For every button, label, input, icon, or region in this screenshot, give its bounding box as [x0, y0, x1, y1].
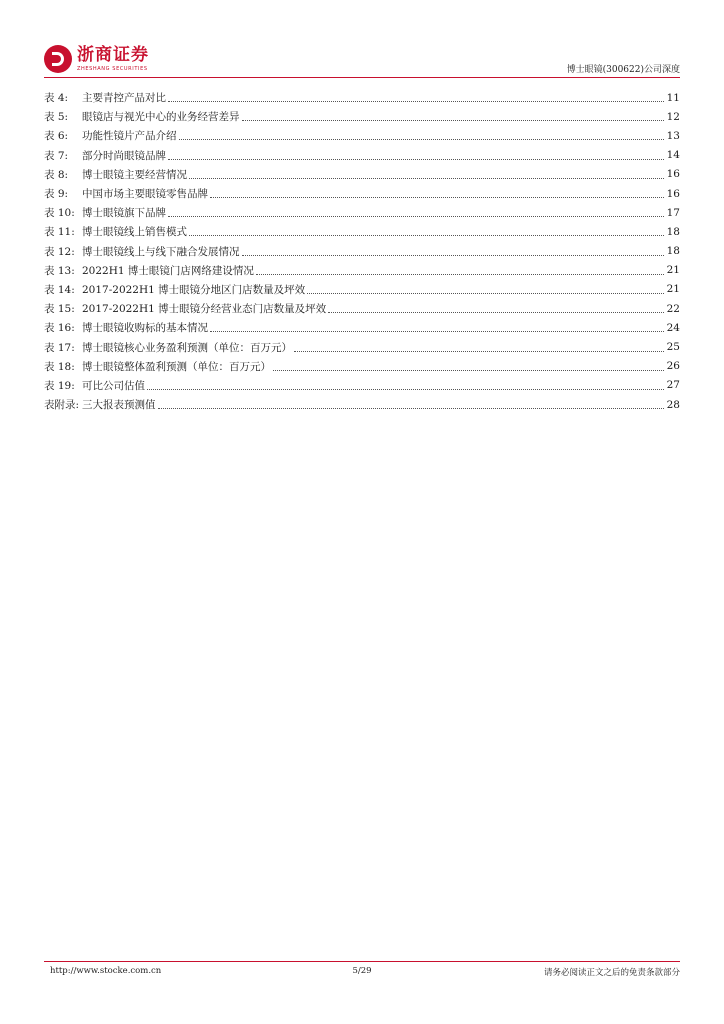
- toc-row[interactable]: [44, 165, 680, 184]
- toc-title[interactable]: 可比公司估值: [82, 379, 145, 392]
- header-divider: [44, 77, 680, 78]
- toc-label: 表 12:: [44, 245, 75, 258]
- toc-row[interactable]: [44, 242, 680, 261]
- toc-page: 12: [666, 110, 680, 123]
- toc-leader: [328, 304, 664, 313]
- toc-leader: [147, 381, 664, 390]
- report-tag: 博士眼镜(300622)公司深度: [566, 65, 680, 75]
- toc-row[interactable]: [44, 395, 680, 414]
- toc-page: 25: [666, 341, 680, 354]
- toc-label: 表 4:: [44, 92, 69, 105]
- toc-leader: [168, 208, 664, 217]
- toc-leader: [179, 131, 665, 140]
- toc-label: 表 16:: [44, 322, 75, 335]
- toc-row[interactable]: [44, 146, 680, 165]
- toc-title[interactable]: 主要青控产品对比: [82, 92, 166, 105]
- logo-icon: [44, 45, 72, 73]
- toc-row[interactable]: [44, 88, 680, 107]
- disclaimer-note: 请务必阅读正文之后的免责条款部分: [543, 968, 680, 978]
- toc-leader: [158, 400, 665, 409]
- toc-page: 18: [666, 225, 680, 238]
- toc-title[interactable]: 博士眼镜核心业务盈利预测（单位：百万元）: [82, 341, 292, 354]
- toc-label: 表 6:: [44, 130, 69, 143]
- toc-leader: [210, 189, 664, 198]
- toc-label: 表 7:: [44, 149, 69, 162]
- toc-title[interactable]: 博士眼镜主要经营情况: [82, 168, 187, 181]
- toc-title[interactable]: 博士眼镜线上与线下融合发展情况: [82, 245, 240, 258]
- toc-row[interactable]: [44, 203, 680, 222]
- toc-title[interactable]: 博士眼镜线上销售模式: [82, 226, 187, 239]
- toc-label: 表附录:: [44, 399, 80, 412]
- toc-label: 表 9:: [44, 188, 69, 201]
- toc-leader: [242, 247, 665, 256]
- toc-page: 24: [666, 321, 680, 334]
- toc-leader: [294, 343, 664, 352]
- table-of-contents: [44, 88, 680, 414]
- logo-name: 浙商证券: [77, 44, 149, 65]
- toc-label: 表 5:: [44, 111, 69, 124]
- toc-label: 表 14:: [44, 283, 75, 296]
- toc-row[interactable]: [44, 261, 680, 280]
- toc-leader: [307, 285, 664, 294]
- toc-row[interactable]: [44, 318, 680, 337]
- website-link[interactable]: http://www.stocke.com.cn: [50, 966, 162, 976]
- toc-page: 11: [666, 91, 680, 104]
- toc-page: 18: [666, 245, 680, 258]
- toc-page: 16: [666, 187, 680, 200]
- toc-page: 17: [666, 206, 680, 219]
- toc-leader: [189, 227, 664, 236]
- toc-row[interactable]: [44, 280, 680, 299]
- toc-title[interactable]: 博士眼镜旗下品牌: [82, 207, 166, 220]
- toc-row[interactable]: [44, 299, 680, 318]
- toc-row[interactable]: [44, 107, 680, 126]
- toc-page: 21: [666, 264, 680, 277]
- toc-page: 14: [666, 149, 680, 162]
- toc-title[interactable]: 2022H1 博士眼镜门店网络建设情况: [82, 264, 254, 277]
- logo-subtitle: ZHESHANG SECURITIES: [77, 65, 148, 72]
- company-logo: [44, 40, 149, 78]
- toc-page: 28: [666, 398, 680, 411]
- toc-title[interactable]: 三大报表预测值: [82, 399, 156, 412]
- toc-title[interactable]: 眼镜店与视光中心的业务经营差异: [82, 111, 240, 124]
- toc-page: 27: [666, 379, 680, 392]
- toc-title[interactable]: 2017-2022H1 博士眼镜分地区门店数量及坪效: [82, 283, 306, 296]
- toc-label: 表 11:: [44, 226, 75, 239]
- toc-label: 表 13:: [44, 264, 75, 277]
- footer-divider: [44, 961, 680, 962]
- toc-row[interactable]: [44, 184, 680, 203]
- toc-row[interactable]: [44, 376, 680, 395]
- toc-leader: [189, 170, 664, 179]
- toc-page: 26: [666, 360, 680, 373]
- toc-leader: [210, 323, 664, 332]
- toc-row[interactable]: [44, 126, 680, 145]
- toc-label: 表 10:: [44, 207, 75, 220]
- toc-title[interactable]: 博士眼镜收购标的基本情况: [82, 322, 208, 335]
- toc-leader: [168, 151, 664, 160]
- toc-title[interactable]: 部分时尚眼镜品牌: [82, 149, 166, 162]
- toc-label: 表 17:: [44, 341, 75, 354]
- toc-label: 表 19:: [44, 379, 75, 392]
- toc-row[interactable]: [44, 357, 680, 376]
- toc-label: 表 18:: [44, 360, 75, 373]
- toc-label: 表 15:: [44, 303, 75, 316]
- toc-title[interactable]: 博士眼镜整体盈利预测（单位：百万元）: [82, 360, 271, 373]
- toc-row[interactable]: [44, 222, 680, 241]
- toc-leader: [273, 362, 664, 371]
- toc-leader: [256, 266, 664, 275]
- toc-leader: [242, 112, 665, 121]
- toc-title[interactable]: 中国市场主要眼镜零售品牌: [82, 188, 208, 201]
- toc-title[interactable]: 2017-2022H1 博士眼镜分经营业态门店数量及坪效: [82, 303, 327, 316]
- toc-title[interactable]: 功能性镜片产品介绍: [82, 130, 177, 143]
- toc-page: 13: [666, 129, 680, 142]
- toc-page: 16: [666, 168, 680, 181]
- page-header: [44, 40, 680, 78]
- toc-label: 表 8:: [44, 168, 69, 181]
- page-number: 5/29: [352, 966, 372, 976]
- toc-page: 22: [666, 302, 680, 315]
- toc-page: 21: [666, 283, 680, 296]
- toc-row[interactable]: [44, 337, 680, 356]
- toc-leader: [168, 93, 664, 102]
